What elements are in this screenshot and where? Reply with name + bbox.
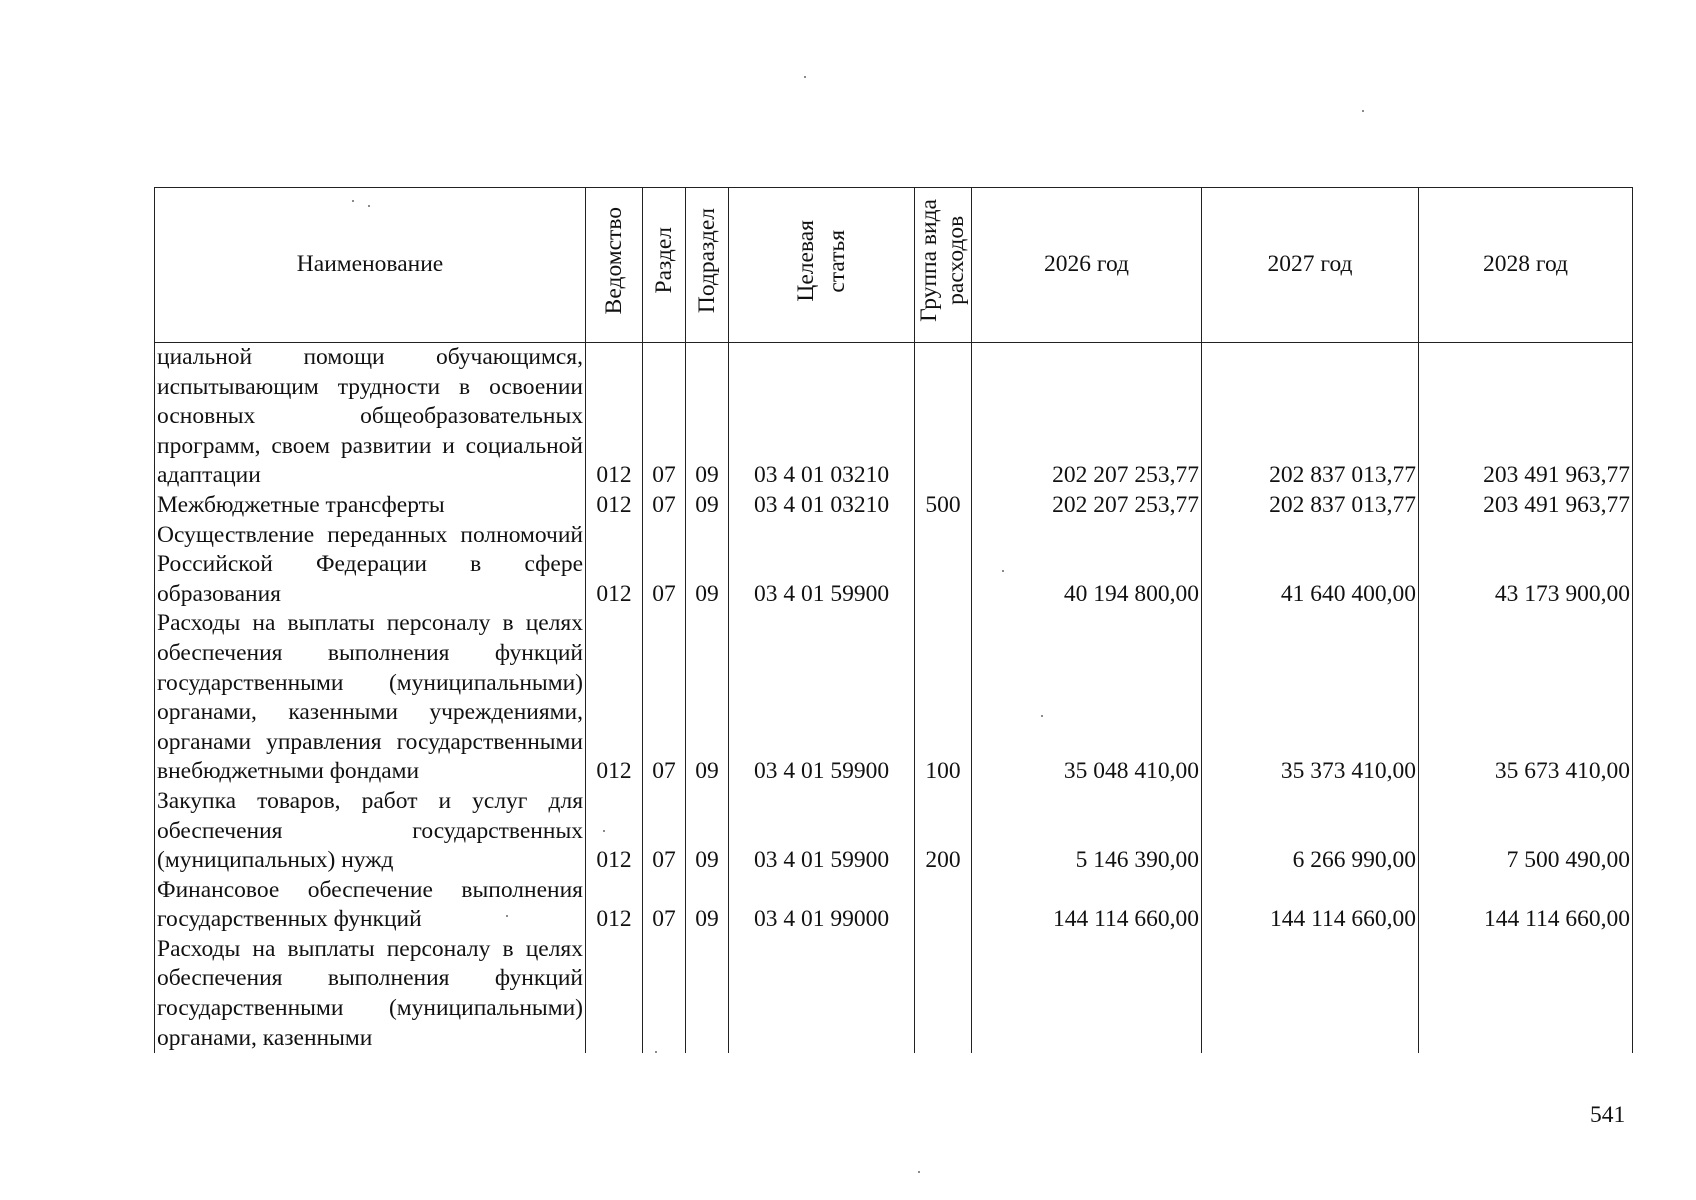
row-name: Осуществление переданных полномочий Российской Федерации в сфере образования bbox=[155, 521, 586, 610]
scan-speck bbox=[1362, 110, 1364, 112]
row-razdel bbox=[643, 935, 686, 1053]
row-name: Межбюджетные трансферты bbox=[155, 491, 586, 521]
row-razdel: 07 bbox=[643, 609, 686, 787]
row-2027: 202 837 013,77 bbox=[1202, 491, 1419, 521]
row-2027: 41 640 400,00 bbox=[1202, 521, 1419, 610]
header-name: Наименование bbox=[155, 188, 586, 343]
row-podrazdel: 09 bbox=[686, 521, 729, 610]
row-vedomstvo: 012 bbox=[586, 876, 643, 935]
row-2026: 202 207 253,77 bbox=[972, 491, 1202, 521]
header-row bbox=[155, 188, 1633, 343]
row-2027: 35 373 410,00 bbox=[1202, 609, 1419, 787]
scan-speck bbox=[352, 200, 354, 202]
scan-speck bbox=[655, 1051, 657, 1053]
row-podrazdel: 09 bbox=[686, 609, 729, 787]
row-2028: 144 114 660,00 bbox=[1419, 876, 1633, 935]
row-2027 bbox=[1202, 935, 1419, 1053]
row-gruppa bbox=[915, 876, 972, 935]
header-gruppa-vida-rashodov: Группа вида расходов bbox=[915, 188, 972, 343]
row-celevaya: 03 4 01 59900 bbox=[729, 521, 915, 610]
row-2026 bbox=[972, 935, 1202, 1053]
page-number: 541 bbox=[1590, 1102, 1626, 1128]
row-gruppa: 500 bbox=[915, 491, 972, 521]
table-row bbox=[155, 343, 1633, 491]
row-name: циальной помощи обучающимся, испытывающим трудности в освоении основных общеобразовательных программ, своем развитии и социальной адаптации bbox=[155, 343, 586, 491]
row-podrazdel bbox=[686, 935, 729, 1053]
row-celevaya: 03 4 01 03210 bbox=[729, 491, 915, 521]
row-2026: 202 207 253,77 bbox=[972, 343, 1202, 491]
row-vedomstvo: 012 bbox=[586, 521, 643, 610]
scan-speck bbox=[804, 76, 806, 78]
row-name: Расходы на выплаты персоналу в целях обеспечения выполнения функций государственными (муниципальными) органами, казенными учреждениями, органами управления государственными внебюджетными фондами bbox=[155, 609, 586, 787]
row-vedomstvo: 012 bbox=[586, 609, 643, 787]
row-celevaya bbox=[729, 935, 915, 1053]
row-2028: 7 500 490,00 bbox=[1419, 787, 1633, 876]
row-2027: 144 114 660,00 bbox=[1202, 876, 1419, 935]
row-razdel: 07 bbox=[643, 787, 686, 876]
row-name: Закупка товаров, работ и услуг для обеспечения государственных (муниципальных) нужд bbox=[155, 787, 586, 876]
row-2028: 35 673 410,00 bbox=[1419, 609, 1633, 787]
row-gruppa bbox=[915, 343, 972, 491]
row-name: Финансовое обеспечение выполнения государственных функций bbox=[155, 876, 586, 935]
table-row bbox=[155, 787, 1633, 876]
row-2026: 5 146 390,00 bbox=[972, 787, 1202, 876]
header-2027: 2027 год bbox=[1202, 188, 1419, 343]
scan-speck bbox=[603, 830, 605, 832]
row-gruppa bbox=[915, 935, 972, 1053]
table-row bbox=[155, 521, 1633, 610]
row-razdel: 07 bbox=[643, 876, 686, 935]
header-razdel: Раздел bbox=[643, 188, 686, 343]
table-row bbox=[155, 491, 1633, 521]
row-2027: 202 837 013,77 bbox=[1202, 343, 1419, 491]
header-podrazdel: Подраздел bbox=[686, 188, 729, 343]
budget-table bbox=[154, 187, 1633, 1053]
row-podrazdel: 09 bbox=[686, 491, 729, 521]
scan-speck bbox=[1041, 715, 1043, 717]
table-row bbox=[155, 609, 1633, 787]
row-gruppa bbox=[915, 521, 972, 610]
row-celevaya: 03 4 01 03210 bbox=[729, 343, 915, 491]
scan-speck bbox=[918, 1171, 920, 1173]
row-name: Расходы на выплаты персоналу в целях обеспечения выполнения функций государственными (муниципальными) органами, казенными bbox=[155, 935, 586, 1053]
row-razdel: 07 bbox=[643, 343, 686, 491]
row-podrazdel: 09 bbox=[686, 787, 729, 876]
row-2028: 43 173 900,00 bbox=[1419, 521, 1633, 610]
header-2028: 2028 год bbox=[1419, 188, 1633, 343]
table-row bbox=[155, 876, 1633, 935]
row-vedomstvo: 012 bbox=[586, 343, 643, 491]
row-razdel: 07 bbox=[643, 521, 686, 610]
header-celevaya-statya: Целевая статья bbox=[729, 188, 915, 343]
scan-speck bbox=[368, 205, 370, 207]
scan-speck bbox=[506, 915, 508, 917]
row-2027: 6 266 990,00 bbox=[1202, 787, 1419, 876]
row-2028 bbox=[1419, 935, 1633, 1053]
row-celevaya: 03 4 01 99000 bbox=[729, 876, 915, 935]
row-2026: 35 048 410,00 bbox=[972, 609, 1202, 787]
row-2028: 203 491 963,77 bbox=[1419, 343, 1633, 491]
header-2026: 2026 год bbox=[972, 188, 1202, 343]
row-vedomstvo bbox=[586, 935, 643, 1053]
header-vedomstvo: Ведомство bbox=[586, 188, 643, 343]
scan-speck bbox=[1002, 570, 1004, 572]
row-celevaya: 03 4 01 59900 bbox=[729, 787, 915, 876]
row-2026: 144 114 660,00 bbox=[972, 876, 1202, 935]
row-razdel: 07 bbox=[643, 491, 686, 521]
row-podrazdel: 09 bbox=[686, 876, 729, 935]
row-2028: 203 491 963,77 bbox=[1419, 491, 1633, 521]
row-celevaya: 03 4 01 59900 bbox=[729, 609, 915, 787]
table-row bbox=[155, 935, 1633, 1053]
row-vedomstvo: 012 bbox=[586, 787, 643, 876]
row-gruppa: 100 bbox=[915, 609, 972, 787]
row-gruppa: 200 bbox=[915, 787, 972, 876]
row-vedomstvo: 012 bbox=[586, 491, 643, 521]
row-2026: 40 194 800,00 bbox=[972, 521, 1202, 610]
row-podrazdel: 09 bbox=[686, 343, 729, 491]
